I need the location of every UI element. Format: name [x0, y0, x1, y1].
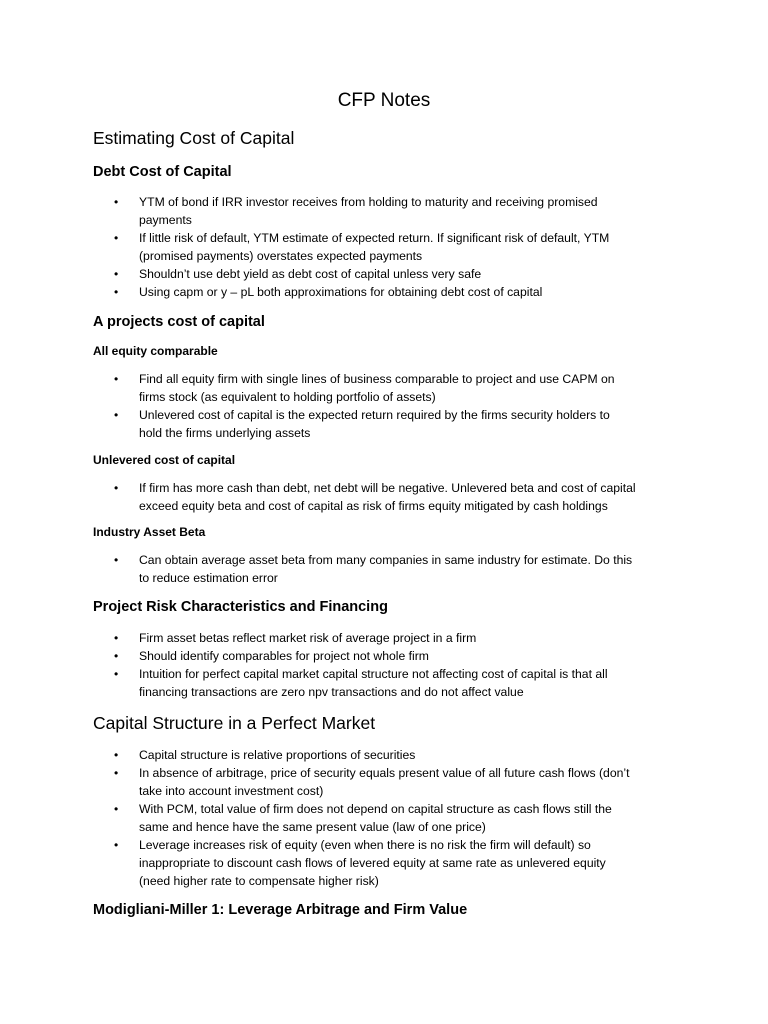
list-item: • Leverage increases risk of equity (even when there is no risk the firm will default) so inappropriate to discount cash flows of levered equity at same rate as unlevered equity (need higher rate to compensate higher risk)	[114, 838, 606, 888]
list-item: • Can obtain average asset beta from many companies in same industry for estimate. Do this to reduce estimation error	[114, 553, 633, 585]
bullet-icon: •	[114, 195, 119, 209]
bullet-icon: •	[114, 649, 119, 663]
list-item: • Shouldn’t use debt yield as debt cost of capital unless very safe	[114, 267, 482, 281]
subsection-heading-projects-cost-of-capital: A projects cost of capital	[93, 314, 265, 330]
list-item: • YTM of bond if IRR investor receives from holding to maturity and receiving promised payments	[114, 195, 598, 227]
debt-cost-bullet-list	[0, 193, 684, 301]
list-item: • In absence of arbitrage, price of security equals present value of all future cash flows (don’t take into account investment cost)	[114, 766, 630, 798]
bullet-icon: •	[114, 408, 119, 422]
bullet-icon: •	[114, 231, 119, 245]
list-item: • With PCM, total value of firm does not depend on capital structure as cash flows still the same and hence have the same present value (law of one price)	[114, 802, 612, 834]
all-equity-bullet-list	[0, 370, 684, 442]
bullet-icon: •	[114, 802, 119, 816]
list-item: • Find all equity firm with single lines of business comparable to project and use CAPM on firms stock (as equivalent to holding portfolio of assets)	[114, 372, 615, 404]
bullet-icon: •	[114, 481, 119, 495]
bullet-icon: •	[114, 748, 119, 762]
group-heading-all-equity-comparable: All equity comparable	[93, 344, 218, 358]
section-heading-capital-structure-perfect-market: Capital Structure in a Perfect Market	[93, 713, 376, 733]
project-risk-bullet-list	[0, 629, 684, 701]
list-item: • If firm has more cash than debt, net debt will be negative. Unlevered beta and cost of capital exceed equity beta and cost of capital as risk of firms equity mitigated by cash holdings	[114, 481, 636, 513]
bullet-icon: •	[114, 667, 119, 681]
subsection-heading-debt-cost-of-capital: Debt Cost of Capital	[93, 164, 232, 180]
subsection-heading-project-risk-characteristics: Project Risk Characteristics and Financing	[93, 599, 388, 615]
capital-structure-bullet-list	[0, 746, 684, 890]
bullet-icon: •	[114, 553, 119, 567]
bullet-icon: •	[114, 372, 119, 386]
unlevered-bullet-list	[0, 479, 684, 515]
section-heading-estimating-cost-of-capital: Estimating Cost of Capital	[93, 128, 295, 148]
document-title: CFP Notes	[337, 90, 431, 111]
subsection-heading-modigliani-miller-1: Modigliani-Miller 1: Leverage Arbitrage and Firm Value	[93, 902, 468, 918]
group-heading-unlevered-cost-of-capital: Unlevered cost of capital	[93, 453, 236, 467]
group-heading-industry-asset-beta: Industry Asset Beta	[93, 525, 206, 539]
bullet-icon: •	[114, 838, 119, 852]
list-item: • Unlevered cost of capital is the expected return required by the firms security holders to hold the firms underlying assets	[114, 408, 610, 440]
list-item: • Using capm or y – pL both approximations for obtaining debt cost of capital	[114, 285, 543, 299]
list-item: • If little risk of default, YTM estimate of expected return. If significant risk of default, YTM (promised payments) overstates expected payments	[114, 231, 610, 263]
list-item: • Should identify comparables for project not whole firm	[114, 649, 429, 663]
list-item: • Intuition for perfect capital market capital structure not affecting cost of capital is that all financing transactions are zero npv transactions and do not affect value	[114, 667, 608, 699]
list-item: • Firm asset betas reflect market risk of average project in a firm	[114, 631, 477, 645]
industry-asset-beta-bullet-list	[0, 551, 684, 587]
bullet-icon: •	[114, 285, 119, 299]
list-item: • Capital structure is relative proportions of securities	[114, 748, 416, 762]
bullet-icon: •	[114, 766, 119, 780]
bullet-icon: •	[114, 631, 119, 645]
bullet-icon: •	[114, 267, 119, 281]
